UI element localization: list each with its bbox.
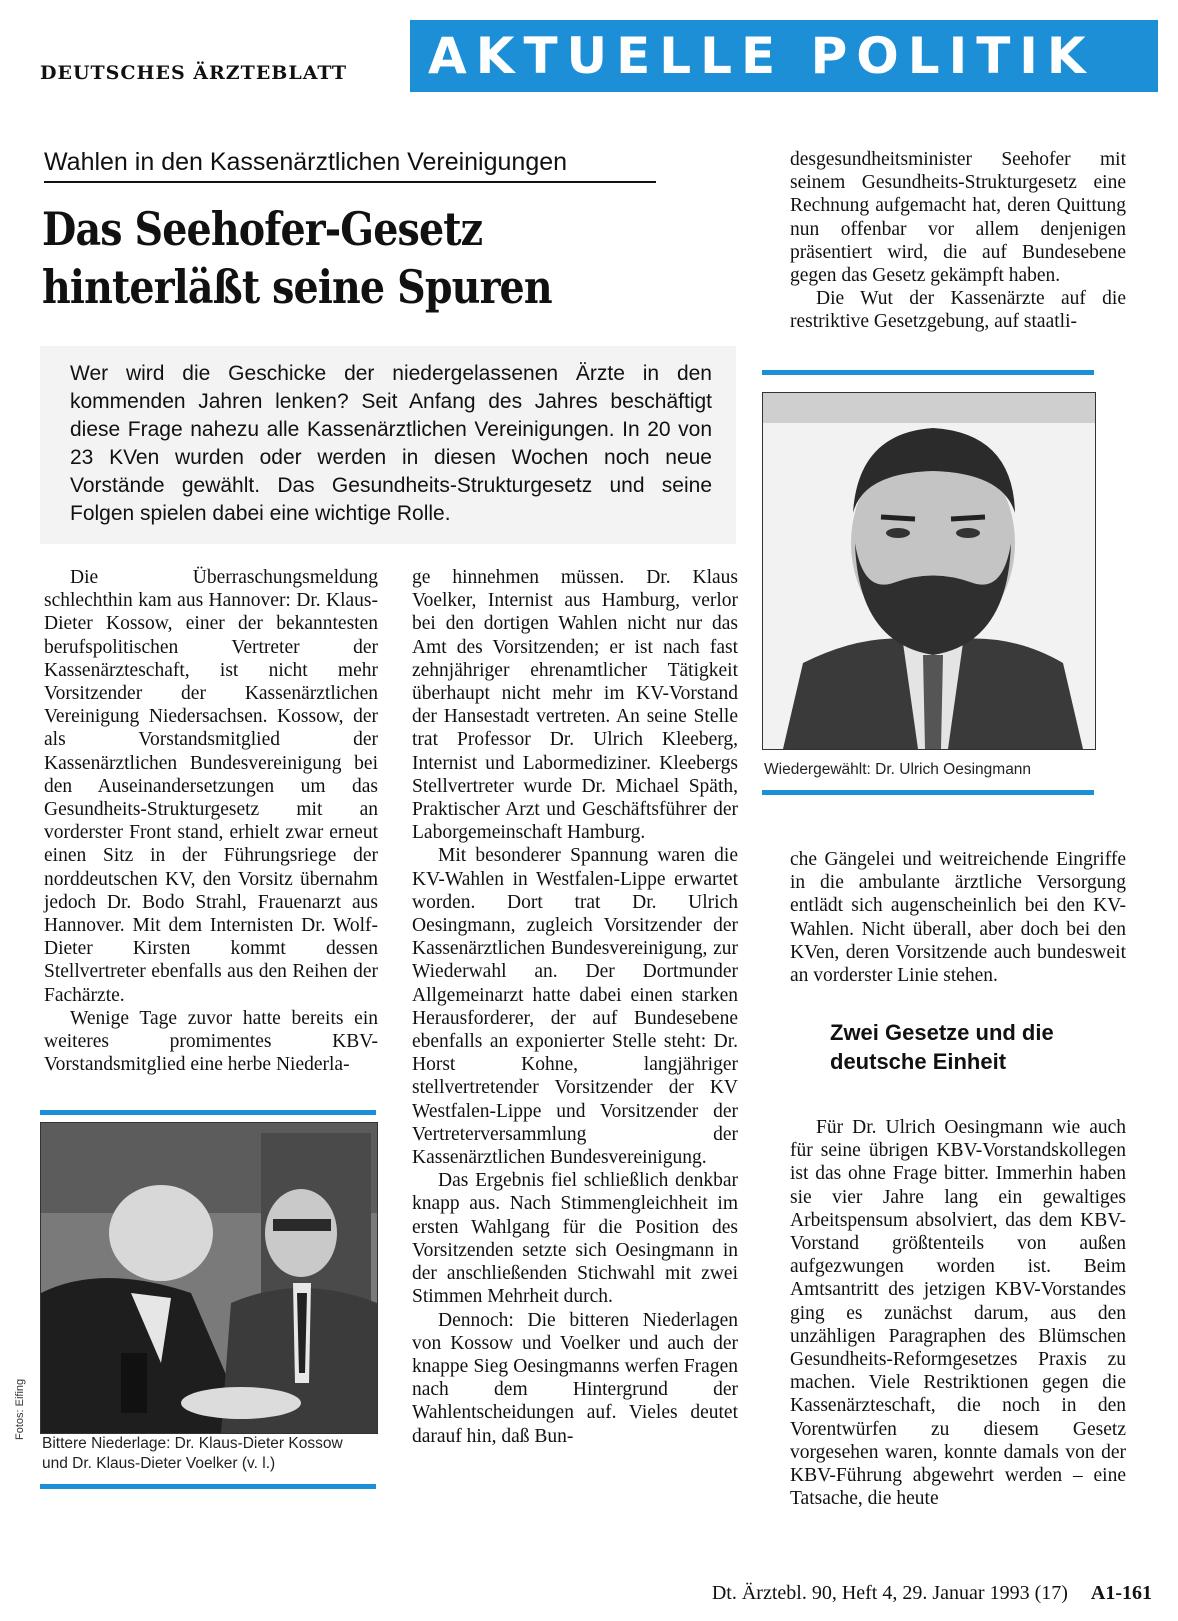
journal-name: DEUTSCHES ÄRZTEBLATT	[40, 62, 348, 84]
paragraph: Wenige Tage zuvor hatte bereits ein weiteres promimentes KBV-Vorstandsmitglied eine herbe Niederla-	[44, 1007, 378, 1076]
article-headline	[42, 200, 592, 316]
portrait-photo	[762, 392, 1096, 750]
section-subhead: Zwei Gesetze und die deutsche Einheit	[830, 1020, 1054, 1074]
portrait-caption: Wiedergewählt: Dr. Ulrich Oesingmann	[764, 761, 1032, 778]
body-column-2	[412, 566, 738, 1448]
portrait-rule-bottom	[762, 790, 1094, 795]
body-column-3-bottom	[790, 1116, 1126, 1510]
portrait-photo-image	[763, 393, 1095, 749]
photo-rule-top	[40, 1110, 376, 1115]
paragraph: Die Wut der Kassenärzte auf die restriktive Gesetzgebung, auf staatli-	[790, 288, 1126, 333]
paragraph: Für Dr. Ulrich Oesingmann wie auch für seine übrigen KBV-Vorstandskollegen ist das ohne Frage bitter. Immerhin haben sie vier Jahre lang ein gewaltiges Arbeitspensum absolviert, das dem KBV-Vorstand größtenteils von außen aufgezwungen worden ist. Beim Amtsantritt des jetzigen KBV-Vorstandes ging es zunächst darum, aus den unzähligen Paragraphen des Blümschen Gesundheits-Reformgesetzes Praxis zu machen. Viele Restriktionen gegen die Kassenärzteschaft, die noch in den Vorentwürfen zu diesem Gesetz vorgesehen waren, konnte damals von der KBV-Führung abgewehrt werden – eine Tatsache, die heute	[790, 1117, 1126, 1510]
headline-line-2: hinterläßt seine Spuren	[42, 260, 552, 314]
paragraph: Mit besonderer Spannung waren die KV-Wahlen in Westfalen-Lippe erwartet worden. Dort trat Dr. Ulrich Oesingmann, zugleich Vorsitzender der Kassenärztlichen Bundesvereinigung, zur Wiederwahl an. Der Dortmunder Allgemeinarzt hatte dabei einen starken Herausforderer, der auf Bundesebene ebenfalls an exponierter Stelle steht: Dr. Horst Kohne, langjähriger stellvertretender Vorsitzender der KV Westfalen-Lippe und Vorsitzender der Vertreterversammlung der Kassenärztlichen Bundesvereinigung.	[412, 845, 738, 1169]
citation: Dt. Ärztebl. 90, Heft 4, 29. Januar 1993 (17)	[711, 1582, 1068, 1604]
group-photo	[40, 1122, 378, 1434]
body-column-3-middle	[790, 848, 1126, 987]
portrait-rule-top	[762, 370, 1094, 375]
caption-line-1: Bittere Niederlage: Dr. Klaus-Dieter Kossow	[42, 1435, 343, 1452]
headline-line-1: Das Seehofer-Gesetz	[42, 202, 483, 256]
paragraph: Dennoch: Die bitteren Niederlagen von Kossow und Voelker und auch der knappe Sieg Oesingmanns werfen Fragen nach dem Hintergrund der Wahlentscheidungen auf. Vieles deutet darauf hin, daß Bun-	[412, 1309, 738, 1447]
paragraph: Das Ergebnis fiel schließlich denkbar knapp aus. Nach Stimmengleichheit im ersten Wahlgang für die Position des Vorsitzenden setzte sich Oesingmann in der anschließenden Stichwahl mit zwei Stimmen Mehrheit durch.	[412, 1170, 738, 1308]
body-column-3-top	[790, 148, 1126, 334]
paragraph: ge hinnehmen müssen. Dr. Klaus Voelker, Internist aus Hamburg, verlor bei den dortigen Wahlen nicht nur das Amt des Vorsitzenden; er ist nach fast zehnjähriger ehrenamtlicher Tätigkeit überhaupt nicht mehr im KV-Vorstand der Hansestadt vertreten. An seine Stelle trat Professor Dr. Ulrich Kleeberg, Internist und Labormediziner. Kleebergs Stellvertreter wurde Dr. Michael Späth, Praktischer Arzt und Geschäftsführer der Laborgemeinschaft Hamburg.	[412, 567, 738, 844]
section-title: AKTUELLE POLITIK	[428, 27, 1095, 85]
paragraph: desgesundheitsminister Seehofer mit seinem Gesundheits-Strukturgesetz eine Rechnung aufgemacht hat, deren Quittung nun offenbar vor allem denjenigen präsentiert wird, die auf Bundesebene gegen das Gesetz gekämpft haben.	[790, 149, 1126, 287]
body-column-1	[44, 566, 378, 1076]
paragraph: Die Überraschungsmeldung schlechthin kam aus Hannover: Dr. Klaus-Dieter Kossow, einer der bekanntesten berufspolitischen Vertreter der Kassenärzteschaft, ist nicht mehr Vorsitzender der Kassenärztlichen Vereinigung Niedersachsen. Kossow, der als Vorstandsmitglied der Kassenärztlichen Bundesvereinigung bei den Auseinandersetzungen um das Gesundheits-Strukturgesetz mit an vorderster Front stand, erhielt zwar erneut einen Sitz in der Führungsriege der norddeutschen KV, den Vorsitz übernahm jedoch Dr. Bodo Strahl, Frauenarzt aus Hannover. Mit dem Internisten Dr. Wolf-Dieter Kirsten kommt dessen Stellvertreter ebenfalls aus den Reihen der Fachärzte.	[44, 567, 378, 1006]
paragraph: che Gängelei und weitreichende Eingriffe in die ambulante ärztliche Versorgung entlädt sich augenscheinlich bei den KV-Wahlen. Nicht überall, aber doch bei den KVen, deren Vorsitzende auch bundesweit an vorderster Linie stehen.	[790, 849, 1126, 987]
caption-line-2: und Dr. Klaus-Dieter Voelker (v. l.)	[42, 1455, 276, 1472]
section-banner	[410, 20, 1158, 92]
page-footer	[712, 1582, 1152, 1605]
article-lead: Wer wird die Geschicke der niedergelassenen Ärzte in den kommenden Jahren lenken? Seit Anfang des Jahres beschäftigt diese Frage nahezu alle Kassenärztlichen Vereinigungen. In 20 von 23 KVen wurden oder werden in diesen Wochen noch neue Vorstände gewählt. Das Gesundheits-Strukturgesetz und seine Folgen spielen dabei eine wichtige Rolle.	[40, 346, 736, 544]
photo-credit: Fotos: Eifing	[14, 1378, 26, 1440]
group-photo-image	[41, 1123, 377, 1433]
article-kicker: Wahlen in den Kassenärztlichen Vereinigungen	[44, 148, 656, 183]
page-number: A1-161	[1090, 1582, 1152, 1604]
group-photo-caption	[42, 1434, 382, 1474]
photo-rule-bottom	[40, 1484, 376, 1489]
